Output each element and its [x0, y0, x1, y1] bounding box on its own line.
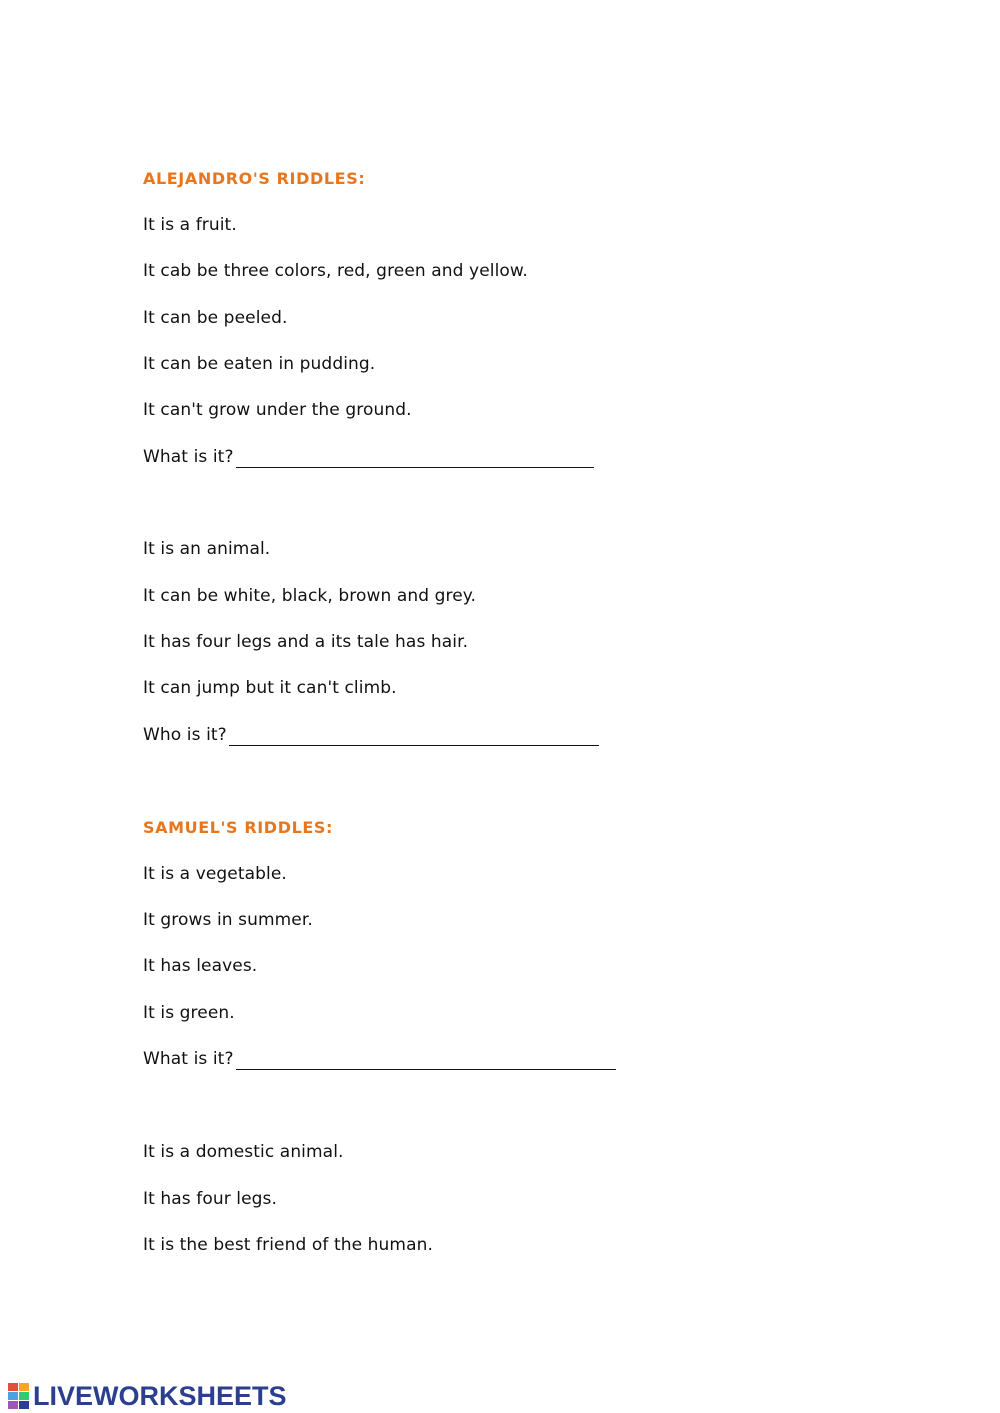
- riddle-question-row: [143, 724, 599, 746]
- riddle-clue: It cab be three colors, red, green and yellow.: [143, 261, 528, 281]
- riddle-clue: It can't grow under the ground.: [143, 400, 412, 420]
- riddle-clue: It can be peeled.: [143, 308, 288, 328]
- section-heading-alejandro: ALEJANDRO'S RIDDLES:: [143, 169, 366, 188]
- riddle-clue: It is an animal.: [143, 539, 271, 559]
- riddle-clue: It can jump but it can't climb.: [143, 678, 397, 698]
- riddle-question: Who is it?: [143, 725, 227, 745]
- riddle-question: What is it?: [143, 1049, 234, 1069]
- riddle-question-row: [143, 446, 594, 468]
- riddle-question-row: [143, 1048, 616, 1070]
- answer-blank[interactable]: [236, 451, 594, 468]
- riddle-clue: It is a fruit.: [143, 215, 237, 235]
- riddle-question: What is it?: [143, 447, 234, 467]
- answer-blank[interactable]: [236, 1053, 616, 1070]
- footer-brand[interactable]: [8, 1381, 287, 1411]
- riddle-clue: It has leaves.: [143, 956, 258, 976]
- liveworksheets-logo-icon: [8, 1383, 30, 1409]
- riddle-clue: It grows in summer.: [143, 910, 313, 930]
- section-heading-samuel: SAMUEL'S RIDDLES:: [143, 818, 334, 837]
- riddle-clue: It is green.: [143, 1003, 235, 1023]
- riddle-clue: It is a domestic animal.: [143, 1142, 344, 1162]
- answer-blank[interactable]: [229, 729, 599, 746]
- riddle-clue: It has four legs.: [143, 1189, 278, 1209]
- riddle-clue: It can be eaten in pudding.: [143, 354, 376, 374]
- brand-name: LIVEWORKSHEETS: [33, 1380, 287, 1411]
- riddle-clue: It has four legs and a its tale has hair.: [143, 632, 469, 652]
- riddle-clue: It is a vegetable.: [143, 864, 287, 884]
- riddle-clue: It is the best friend of the human.: [143, 1235, 433, 1255]
- riddle-clue: It can be white, black, brown and grey.: [143, 586, 477, 606]
